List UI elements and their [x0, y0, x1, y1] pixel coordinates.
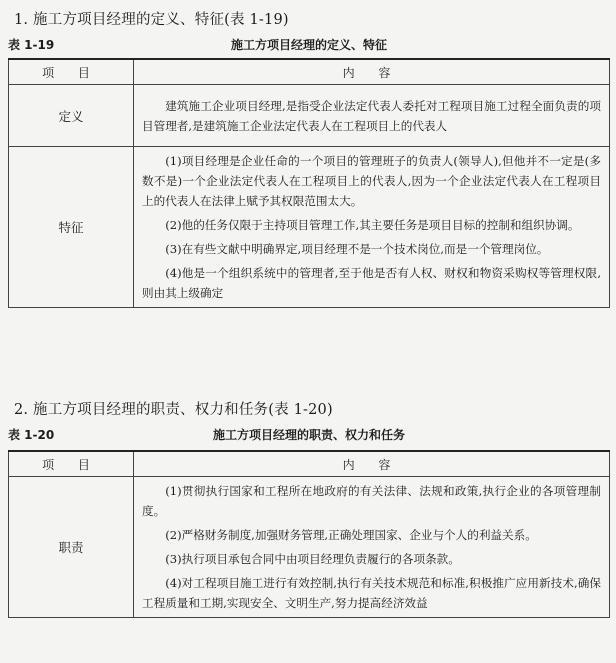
- header-content: 内 容: [134, 451, 610, 477]
- paragraph: (4)他是一个组织系统中的管理者,至于他是否有人权、财权和物资采购权等管理权限,则由其上级确定: [142, 266, 601, 300]
- table-title: 施工方项目经理的定义、特征: [230, 38, 387, 52]
- paragraph: (3)在有些文献中明确界定,项目经理不是一个技术岗位,而是一个管理岗位。: [165, 242, 549, 256]
- paragraph: 建筑施工企业项目经理,是指受企业法定代表人委托对工程项目施工过程全面负责的项目管理者,是建筑施工企业法定代表人在工程项目上的代表人: [142, 98, 601, 133]
- table-number: 表 1-20: [8, 428, 55, 442]
- header-content: 内 容: [134, 59, 610, 85]
- row-label-definition: 定义: [9, 85, 134, 147]
- header-item: 项 目: [9, 59, 134, 85]
- row-label-duties: 职责: [9, 477, 134, 618]
- table-row: [9, 147, 610, 308]
- paragraph: (3)执行项目承包合同中由项目经理负责履行的各项条款。: [165, 552, 460, 566]
- section-1-heading: 1. 施工方项目经理的定义、特征(表 1-19): [14, 12, 289, 28]
- table-1-19-caption: [8, 36, 610, 54]
- table-row: [9, 85, 610, 147]
- section-2-heading: 2. 施工方项目经理的职责、权力和任务(表 1-20): [14, 402, 333, 418]
- paragraph: (1)项目经理是企业任命的一个项目的管理班子的负责人(领导人),但他并不一定是(多数不是)一个企业法定代表人在工程项目上的代表人,因为一个企业法定代表人在工程项目上的代表人在法律上赋予其权限范围太大。: [142, 154, 601, 208]
- table-header-row: [9, 451, 610, 477]
- header-item: 项 目: [9, 451, 134, 477]
- table-1-19: [8, 58, 610, 308]
- paragraph: (2)他的任务仅限于主持项目管理工作,其主要任务是项目目标的控制和组织协调。: [165, 218, 580, 232]
- row-label-features: 特征: [9, 147, 134, 308]
- row-content-features: [134, 147, 610, 308]
- paragraph: (2)严格财务制度,加强财务管理,正确处理国家、企业与个人的利益关系。: [165, 528, 537, 542]
- paragraph: (1)贯彻执行国家和工程所在地政府的有关法律、法规和政策,执行企业的各项管理制度。: [142, 484, 601, 518]
- table-1-20: [8, 450, 610, 618]
- row-content-definition: [134, 85, 610, 147]
- table-row: [9, 477, 610, 618]
- table-title: 施工方项目经理的职责、权力和任务: [212, 428, 405, 442]
- table-header-row: [9, 59, 610, 85]
- table-1-20-caption: [8, 426, 610, 444]
- row-content-duties: [134, 477, 610, 618]
- paragraph: (4)对工程项目施工进行有效控制,执行有关技术规范和标准,积极推广应用新技术,确保工程质量和工期,实现安全、文明生产,努力提高经济效益: [142, 576, 601, 610]
- table-number: 表 1-19: [8, 38, 55, 52]
